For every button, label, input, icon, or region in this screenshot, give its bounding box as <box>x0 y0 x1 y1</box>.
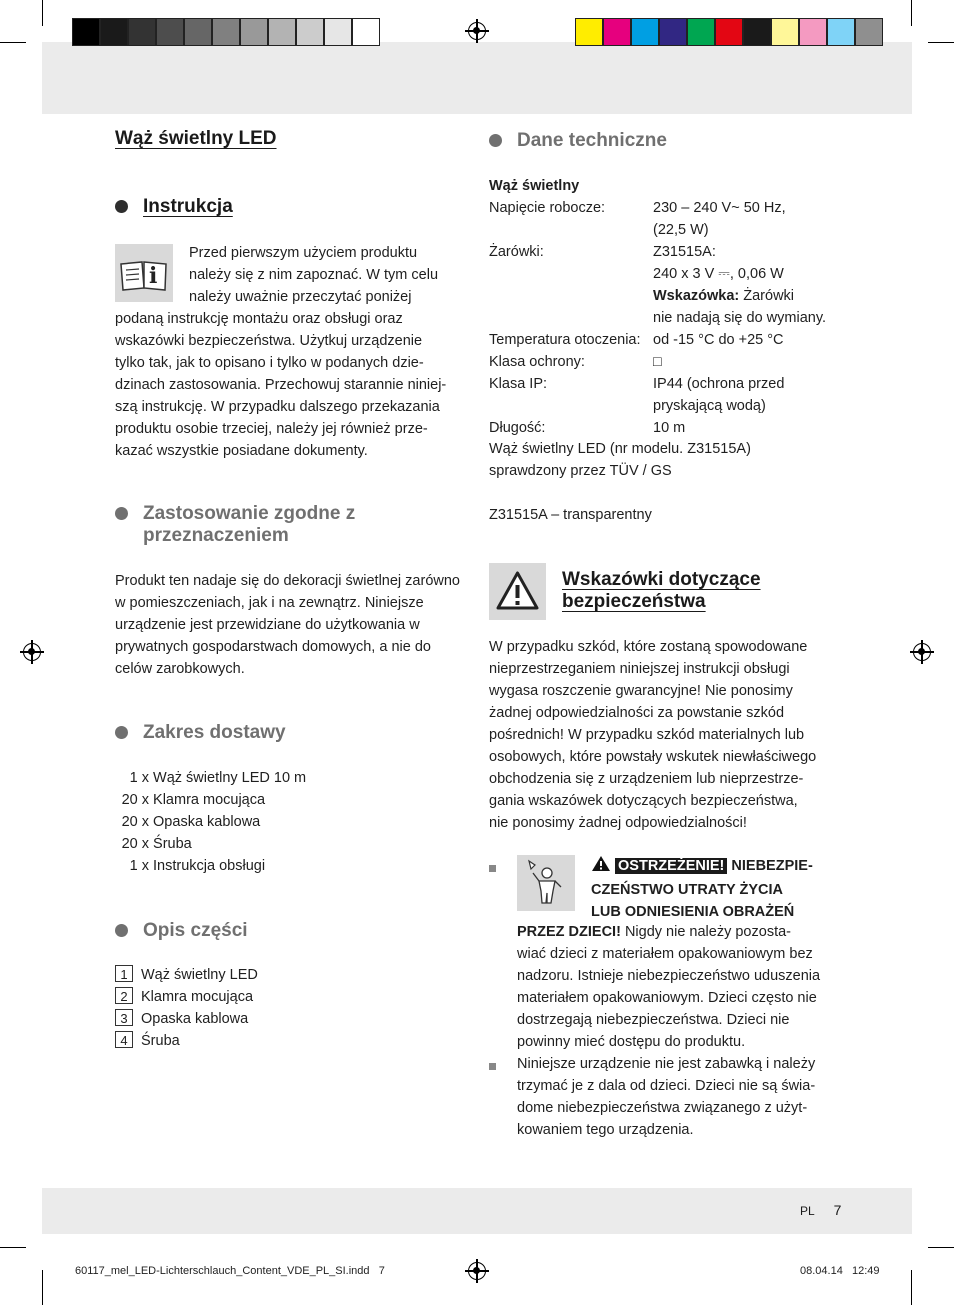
page-number <box>800 1202 841 1218</box>
text-line: osobowych, które powstały wskutek niewłaściwego <box>489 749 817 765</box>
file-slug: 60117_mel_LED-Lichterschlauch_Content_VDE_PL_SI.indd 7 <box>75 1265 385 1277</box>
color-swatch <box>827 18 855 46</box>
text-line: dome niebezpieczeństwa związanego z użyt- <box>517 1100 808 1116</box>
tech-value: IP44 (ochrona przed pryskającą wodą) <box>653 376 785 414</box>
delivery-list <box>115 767 306 877</box>
text-line: dostrzegają niebezpieczeństwa. Dzieci nie <box>517 1012 790 1028</box>
text-line: pośrednich! W przypadku szkód materialnych lub <box>489 727 805 743</box>
zastosowanie-text <box>115 570 460 680</box>
section-bullet <box>115 924 128 937</box>
text-line: PRZEZ DZIECI! Nigdy nie należy pozosta- <box>517 924 791 940</box>
warning-label: OSTRZEŻENIE! <box>615 858 727 874</box>
text-line: sprawdzony przez TÜV / GS <box>489 463 672 479</box>
text-line: trzymać je z dala od dzieci. Dzieci nie są świa- <box>517 1078 816 1094</box>
warning-headline: OSTRZEŻENIE! NIEBEZPIE- <box>591 855 813 879</box>
crop-mark <box>911 1270 912 1305</box>
registration-mark-icon <box>468 1262 486 1280</box>
text-line: produktu osobie trzeciej, należy jej również prze- <box>115 421 428 437</box>
svg-text:i: i <box>149 263 158 289</box>
tech-label: Temperatura otoczenia: <box>489 332 641 348</box>
color-swatch <box>72 18 100 46</box>
list-item: 20 x Śruba <box>121 836 192 852</box>
color-swatch <box>352 18 380 46</box>
crop-mark <box>928 1247 954 1248</box>
text-line: gania wskazówek dotyczących bezpieczeństwa, <box>489 793 798 809</box>
warning-sign-icon <box>591 855 611 879</box>
section-heading-safety <box>562 569 761 613</box>
color-swatch <box>100 18 128 46</box>
tech-label: Napięcie robocze: <box>489 200 606 216</box>
color-swatch <box>240 18 268 46</box>
registration-mark-icon <box>468 22 486 40</box>
list-item: 4 Śruba <box>115 1030 258 1052</box>
crop-mark <box>928 42 954 43</box>
crop-mark <box>42 0 43 26</box>
text-line: szą instrukcję. W przypadku dalszego przekazania <box>115 399 440 415</box>
text-line: Przed pierwszym użyciem produktu <box>189 245 418 261</box>
text-line: tylko tak, jak to opisano i tylko w podanych dzie- <box>115 355 424 371</box>
text-line: obchodzenia się z urządzeniem lub nieprzestrze- <box>489 771 804 787</box>
color-swatch <box>659 18 687 46</box>
list-item: 20 x Opaska kablowa <box>121 814 261 830</box>
footer-band <box>42 1188 912 1234</box>
heading-line: Zastosowanie zgodne z <box>143 503 356 524</box>
tech-label: Klasa ochrony: <box>489 354 585 370</box>
color-swatch <box>743 18 771 46</box>
text-line: Wąż świetlny LED (nr modelu. Z31515A) <box>489 441 751 457</box>
tech-subheading: Wąż świetlny <box>489 178 580 194</box>
tech-value: od -15 °C do +25 °C <box>653 332 784 348</box>
tech-value: 10 m <box>653 420 686 436</box>
protection-class-icon: □ <box>653 354 662 370</box>
color-swatch <box>156 18 184 46</box>
text-line: nie ponosimy żadnej odpowiedzialności! <box>489 815 747 831</box>
list-item: 20 x Klamra mocująca <box>121 792 266 808</box>
text-line: W przypadku szkód, które zostaną spowodowane <box>489 639 808 655</box>
crop-mark <box>0 1247 26 1248</box>
text-line: kowaniem tego urządzenia. <box>517 1122 694 1138</box>
text-line: wiać dzieci z materiałem opakowaniowym bez <box>517 946 813 962</box>
text-line: urządzenie jest przewidziane do użytkowania w <box>115 617 420 633</box>
text-line: należy uważnie przeczytać poniżej <box>189 289 412 305</box>
warning-headline: LUB ODNIESIENIA OBRAŻEŃ <box>591 904 795 920</box>
tech-label: Żarówki: <box>489 244 544 260</box>
list-item: 1 x Instrukcja obsługi <box>129 858 266 874</box>
list-item: 2 Klamra mocująca <box>115 986 258 1008</box>
heading-line: Wskazówki dotyczące <box>562 569 761 590</box>
text-line: podaną instrukcję montażu oraz obsługi oraz <box>115 311 403 327</box>
text-line: Niniejsze urządzenie nie jest zabawką i należy <box>517 1056 816 1072</box>
text-line: powinny mieć dostępu do produktu. <box>517 1034 746 1050</box>
section-heading-zastosowanie <box>143 503 355 547</box>
language-code: PL <box>800 1204 815 1218</box>
list-item: 3 Opaska kablowa <box>115 1008 258 1030</box>
color-swatch <box>603 18 631 46</box>
text-line: kazać wszystkie posiadane dokumenty. <box>115 443 368 459</box>
list-item: 1 x Wąż świetlny LED 10 m <box>129 770 307 786</box>
safety-text <box>489 636 816 834</box>
color-swatch <box>324 18 352 46</box>
color-swatch <box>771 18 799 46</box>
section-bullet <box>115 200 128 213</box>
part-number: 4 <box>115 1031 133 1048</box>
tech-label: Klasa IP: <box>489 376 548 392</box>
date-slug: 08.04.14 12:49 <box>800 1265 880 1277</box>
color-swatch <box>296 18 324 46</box>
section-heading-instrukcja: Instrukcja <box>143 196 233 217</box>
color-swatch <box>268 18 296 46</box>
child-warning-text <box>591 855 813 923</box>
warning-headline: CZEŃSTWO UTRATY ŻYCIA <box>591 882 783 898</box>
text-line: w pomieszczeniach, jak i na zewnątrz. Niniejsze <box>115 595 424 611</box>
color-swatch <box>855 18 883 46</box>
list-item: 1 Wąż świetlny LED <box>115 964 258 986</box>
header-band <box>42 42 912 114</box>
tech-notes <box>489 438 751 526</box>
page-title: Wąż świetlny LED <box>115 128 277 149</box>
crop-mark <box>911 0 912 26</box>
page-num: 7 <box>833 1202 842 1218</box>
child-warning-body <box>517 921 820 1053</box>
color-swatch <box>575 18 603 46</box>
crop-mark <box>0 42 26 43</box>
color-swatch <box>128 18 156 46</box>
text-line: dzinach zastosowania. Przechowuj starannie niniej- <box>115 377 447 393</box>
text-line: wskazówki bezpieczeństwa. Użytkuj urządzenie <box>115 333 423 349</box>
section-heading-opis: Opis części <box>143 920 248 941</box>
tech-table <box>489 197 826 439</box>
color-swatch <box>631 18 659 46</box>
tech-value: Z31515A: 240 x 3 V ⎓, 0,06 W <box>653 244 784 282</box>
text-line: należy się z nim zapoznać. W tym celu <box>189 267 439 283</box>
tech-label <box>489 285 653 329</box>
text-line: wygasa roszczenie gwarancyjne! Nie ponosimy <box>489 683 793 699</box>
section-bullet <box>489 134 502 147</box>
child-warning-icon <box>517 855 575 911</box>
section-heading-dane: Dane techniczne <box>517 130 667 151</box>
list-bullet <box>489 1063 496 1070</box>
text-line: Z31515A – transparentny <box>489 507 652 523</box>
parts-list <box>115 964 258 1052</box>
color-swatch <box>799 18 827 46</box>
part-number: 2 <box>115 987 133 1004</box>
crop-mark <box>42 1270 43 1305</box>
registration-mark-icon <box>23 643 41 661</box>
part-number: 3 <box>115 1009 133 1026</box>
text-line: celów zarobkowych. <box>115 661 245 677</box>
text-line: nadzoru. Istnieje niebezpieczeństwo uduszenia <box>517 968 821 984</box>
text-line: nieprzestrzeganiem niniejszej instrukcji obsługi <box>489 661 790 677</box>
heading-line: bezpieczeństwa <box>562 591 706 612</box>
section-bullet <box>115 726 128 739</box>
color-swatch <box>687 18 715 46</box>
part-number: 1 <box>115 965 133 982</box>
instrukcja-text <box>115 242 467 462</box>
toy-warning-text <box>517 1053 815 1141</box>
section-bullet <box>115 507 128 520</box>
list-bullet <box>489 865 496 872</box>
warning-triangle-icon <box>489 563 546 620</box>
text-line: prywatnych gospodarstwach domowych, a nie do <box>115 639 431 655</box>
color-swatch <box>715 18 743 46</box>
tech-label: Długość: <box>489 420 546 436</box>
registration-mark-icon <box>913 643 931 661</box>
tech-value: Wskazówka: Żarówki nie nadają się do wymiany. <box>653 288 827 326</box>
section-heading-zakres: Zakres dostawy <box>143 722 286 743</box>
color-swatch <box>184 18 212 46</box>
tech-value: 230 – 240 V~ 50 Hz, (22,5 W) <box>653 200 786 238</box>
text-line: żadnej odpowiedzialności za powstanie szkód <box>489 705 785 721</box>
text-line: Produkt ten nadaje się do dekoracji świetlnej zarówno <box>115 573 460 589</box>
text-line: materiałem opakowaniowym. Dzieci często nie <box>517 990 817 1006</box>
color-swatch <box>212 18 240 46</box>
heading-line: przeznaczeniem <box>143 525 289 546</box>
